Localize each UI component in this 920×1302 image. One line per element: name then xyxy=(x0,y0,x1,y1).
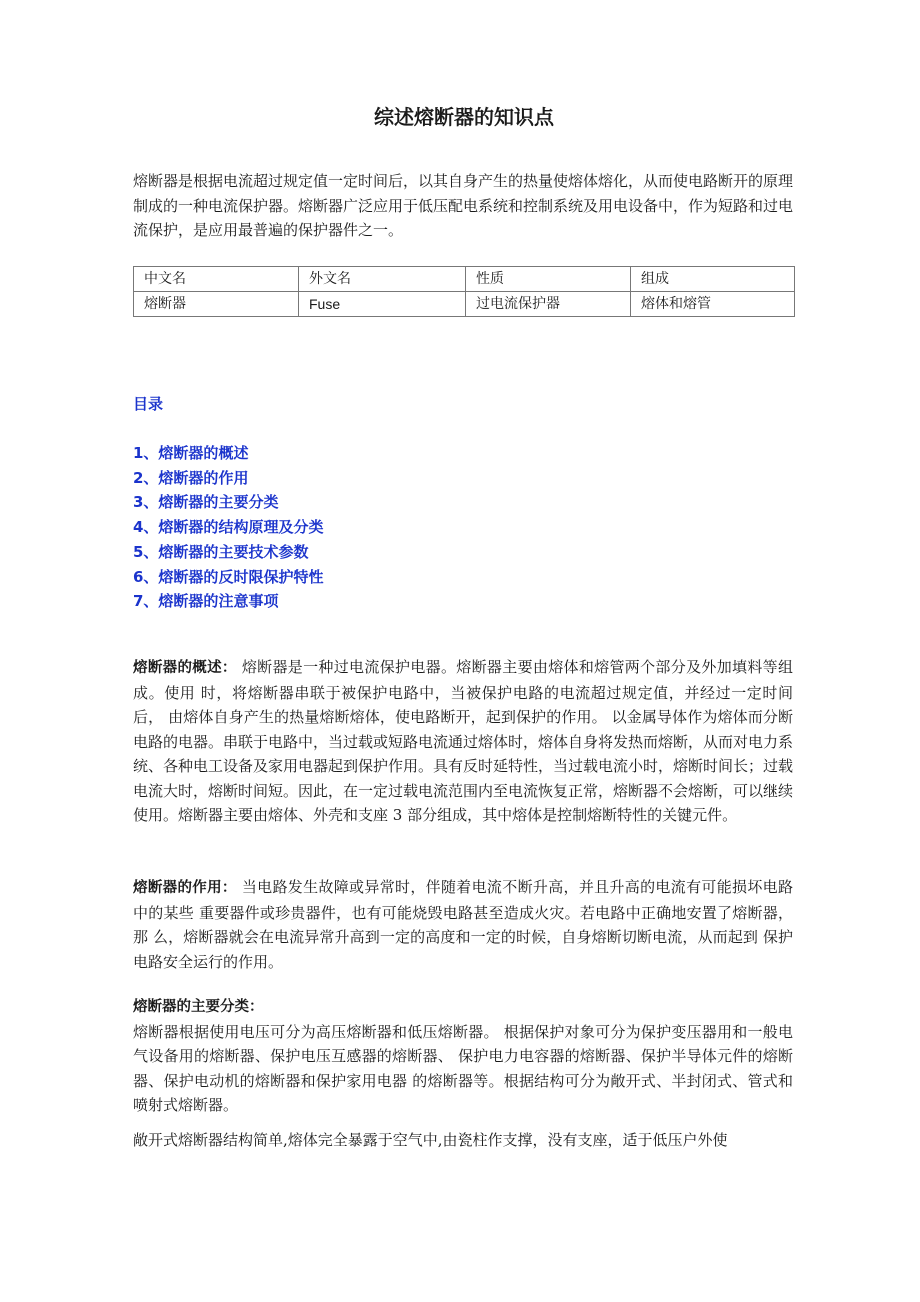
table-header-cell: 组成 xyxy=(631,267,795,292)
open-type-paragraph: 敞开式熔断器结构简单,熔体完全暴露于空气中,由瓷柱作支撑，没有支座，适于低压户外使 xyxy=(133,1131,728,1149)
table-cell: 熔断器 xyxy=(134,292,299,317)
classification-paragraph: 熔断器根据使用电压可分为高压熔断器和低压熔断器。 根据保护对象可分为保护变压器用和一般电气设备用的熔断器、保护电压互感器的熔断器、 保护电力电容器的熔断器、保护半导体元件的熔断器、保护电动机的熔断器和保护家用电器 的熔断器等。根据结构可分为敞开式、半封闭式、管式和喷射式熔断器。 xyxy=(133,1022,793,1114)
section-function xyxy=(133,875,793,974)
section-text: 熔断器是一种过电流保护电器。熔断器主要由熔体和熔管两个部分及外加填料等组成。使用 时，将熔断器串联于被保护电路中，当被保护电路的电流超过规定值，并经过一定时间后， 由熔体自身产生的热量熔断熔体，使电路断开，起到保护的作用。 以金属导体作为熔体而分断电路的电器。串联于电路中，当过载或短路电流通过熔体时，熔体自身将发热而熔断，从而对电力系统、各种电工设备及家用电器起到保护作用。具有反时延特性，当过载电流小时，熔断时间长；过载电流大时，熔断时间短。因此，在一定过载电流范围内至电流恢复正常，熔断器不会熔断，可以继续使用。熔断器主要由熔体、外壳和支座 3 部分组成，其中熔体是控制熔断特性的关键元件。 xyxy=(133,658,794,824)
toc-link[interactable]: 4、熔断器的结构原理及分类 xyxy=(133,518,324,537)
intro-paragraph: 熔断器是根据电流超过规定值一定时间后，以其自身产生的热量使熔体熔化，从而使电路断开的原理制成的一种电流保护器。熔断器广泛应用于低压配电系统和控制系统及用电设备中，作为短路和过电流保护，是应用最普遍的保护器件之一。 xyxy=(133,172,794,239)
toc-link[interactable]: 2、熔断器的作用 xyxy=(133,468,249,487)
table-header-cell: 性质 xyxy=(466,267,631,292)
section-label: 熔断器的概述： xyxy=(133,660,237,676)
section-classification xyxy=(133,994,793,1118)
table-cell: 过电流保护器 xyxy=(466,292,631,317)
table-header-cell: 中文名 xyxy=(134,267,299,292)
overview-paragraph xyxy=(133,655,793,828)
table-row xyxy=(134,292,795,317)
table-header-row xyxy=(134,267,795,292)
table-of-contents xyxy=(133,441,323,614)
info-table xyxy=(133,266,795,317)
toc-heading: 目录 xyxy=(133,395,164,413)
table-cell: Fuse xyxy=(299,292,466,317)
toc-link[interactable]: 6、熔断器的反时限保护特性 xyxy=(133,567,324,586)
section-open-type xyxy=(133,1128,793,1153)
toc-link[interactable]: 1、熔断器的概述 xyxy=(133,444,249,462)
page-title: 综述熔断器的知识点 xyxy=(374,105,554,129)
table-cell: 熔体和熔管 xyxy=(631,292,795,317)
toc-link[interactable]: 3、熔断器的主要分类 xyxy=(133,493,279,512)
function-paragraph xyxy=(133,875,793,974)
classification-heading xyxy=(133,994,793,1020)
section-label: 熔断器的作用： xyxy=(133,880,237,896)
section-label: 熔断器的主要分类： xyxy=(133,999,264,1015)
section-overview xyxy=(133,655,793,828)
table-header-cell: 外文名 xyxy=(299,267,466,292)
toc-link[interactable]: 7、熔断器的注意事项 xyxy=(133,592,279,611)
toc-link[interactable]: 5、熔断器的主要技术参数 xyxy=(133,542,309,561)
section-text: 当电路发生故障或异常时，伴随着电流不断升高，并且升高的电流有可能损坏电路中的某些 重要器件或珍贵器件，也有可能烧毁电路甚至造成火灾。若电路中正确地安置了熔断器，那 么，熔断器就会在电流异常升高到一定的高度和一定的时候，自身熔断切断电流，从而起到 保护电路安全运行的作用。 xyxy=(133,878,793,971)
